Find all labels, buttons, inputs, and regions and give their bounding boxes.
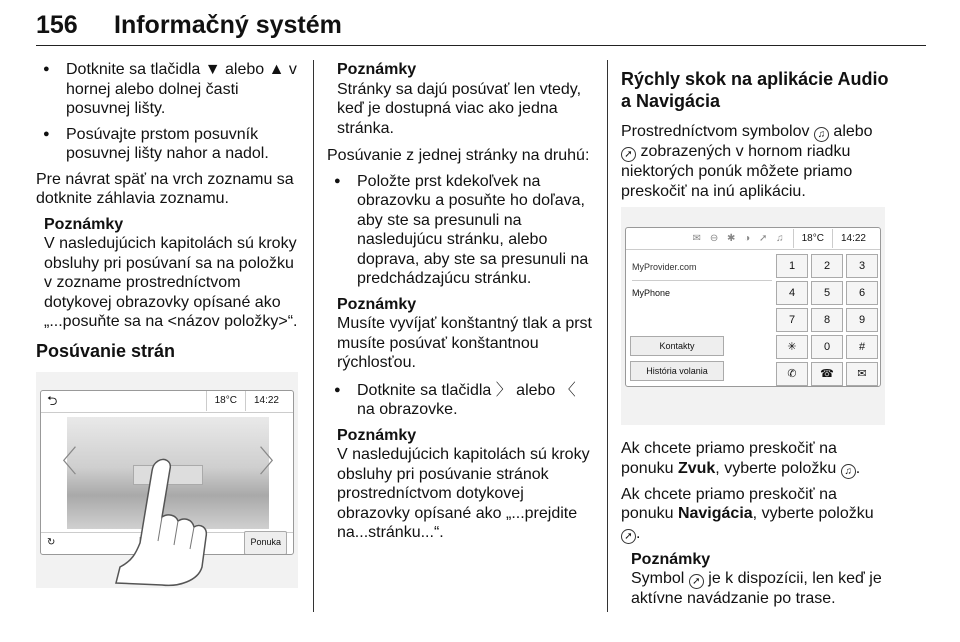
keypad-key: 7 bbox=[776, 308, 808, 332]
phone-screen-illustration bbox=[621, 207, 885, 425]
clock: 14:22 bbox=[832, 229, 874, 249]
keypad-key: 1 bbox=[776, 254, 808, 278]
menu-button: Ponuka bbox=[244, 531, 287, 554]
note bbox=[621, 550, 889, 609]
back-icon: ⮌ bbox=[47, 393, 58, 409]
screen-top-bar bbox=[41, 391, 293, 413]
page-scroll-illustration bbox=[36, 372, 298, 588]
note-text: Symbol ➚ je k dispozícii, len keď je aktívne navádzanie po trase. bbox=[631, 570, 882, 607]
keypad-key: 5 bbox=[811, 281, 843, 305]
paragraph: Posúvanie z jednej stránky na druhú: bbox=[327, 147, 590, 164]
keypad-key: 2 bbox=[811, 254, 843, 278]
note-heading: Poznámky bbox=[44, 215, 124, 233]
keypad-key: ✳ bbox=[776, 335, 808, 359]
chevron-right-icon: 〉 bbox=[259, 445, 289, 479]
note-text: Musíte vyvíjať konštantný tlak a prst musíte posúvať konštantnou rýchlosťou. bbox=[337, 315, 592, 371]
column-divider bbox=[607, 60, 608, 612]
status-icons: ✉ ⊖ ✱ ◑ ➚ ♫ bbox=[692, 232, 787, 244]
paragraph: Pre návrat späť na vrch zoznamu sa dotknite záhlavia zoznamu. bbox=[36, 170, 294, 207]
list-item: ● Posúvajte prstom posuvník posuvnej lišty nahor a nadol. bbox=[36, 125, 300, 164]
list-item: ● Dotknite sa tlačidla 〉 alebo 〈 na obrazovke. bbox=[327, 381, 595, 420]
page-header bbox=[36, 2, 926, 46]
hand-icon bbox=[106, 457, 226, 587]
call-history-button: História volania bbox=[630, 361, 724, 381]
compass-icon: ➚ bbox=[621, 529, 636, 544]
note-text: V nasledujúcich kapitolách sú kroky obsluhy pri posúvaní sa na položku v zozname prostredníctvom dotykovej obrazovky opísané ako „...posuňte sa na <názov položky>“. bbox=[44, 235, 298, 330]
keypad-key: 0 bbox=[811, 335, 843, 359]
provider-name: MyProvider.com bbox=[632, 256, 772, 281]
dial-keypad bbox=[776, 254, 878, 386]
chevron-left-icon: 〈 bbox=[47, 445, 77, 479]
contacts-button: Kontakty bbox=[630, 336, 724, 356]
keypad-key: 4 bbox=[776, 281, 808, 305]
note bbox=[327, 60, 595, 138]
compass-icon: ➚ bbox=[621, 147, 636, 162]
note-heading: Poznámky bbox=[337, 61, 417, 78]
screen-frame bbox=[625, 227, 881, 387]
clock: 14:22 bbox=[245, 391, 287, 411]
keypad-key: 6 bbox=[846, 281, 878, 305]
compass-icon: ➚ bbox=[689, 574, 704, 589]
page-title: Informačný systém bbox=[114, 11, 342, 39]
section-heading: Posúvanie strán bbox=[36, 340, 176, 361]
note bbox=[327, 295, 595, 373]
paragraph: Prostredníctvom symbolov ♫ alebo ➚ zobrazených v hornom riadku niektorých ponúk môžete priamo preskočiť na inú aplikáciu. bbox=[621, 123, 873, 200]
screen-top-bar bbox=[626, 228, 880, 250]
note-text: V nasledujúcich kapitolách sú kroky obsluhy pri posúvanie stránok prostredníctvom dotykovej obrazovky opísané ako „...prejdite na...stránku...“. bbox=[337, 446, 590, 541]
section-heading: Rýchly skok na aplikácie Audio a Navigácia bbox=[621, 69, 889, 111]
temperature: 18°C bbox=[206, 391, 245, 411]
column-2 bbox=[327, 60, 595, 551]
list-item: ● Položte prst kdekoľvek na obrazovku a posuňte ho doľava, aby ste sa presunuli na nasledujúcu stránku, alebo doprava, aby ste sa presunuli na predchádzajúcu stránku. bbox=[327, 172, 595, 289]
column-3 bbox=[621, 60, 889, 617]
keypad-key: # bbox=[846, 335, 878, 359]
note bbox=[327, 426, 595, 543]
phone-name: MyPhone bbox=[632, 287, 671, 298]
call-icon: ✆ bbox=[776, 362, 808, 386]
music-note-icon: ♫ bbox=[841, 464, 856, 479]
note-heading: Poznámky bbox=[337, 295, 417, 313]
music-note-icon: ♫ bbox=[814, 127, 829, 142]
note-heading: Poznámky bbox=[631, 550, 711, 568]
note bbox=[36, 215, 300, 332]
keypad-key: 3 bbox=[846, 254, 878, 278]
message-icon: ✉ bbox=[846, 362, 878, 386]
note-text: Stránky sa dajú posúvať len vtedy, keď je dostupná viac ako jedna stránka. bbox=[337, 80, 582, 137]
paragraph: Ak chcete priamo preskočiť na ponuku Navigácia, vyberte položku ➚ . bbox=[621, 485, 874, 542]
keypad-key: 8 bbox=[811, 308, 843, 332]
list-item: ● Dotknite sa tlačidla ▼ alebo ▲ v hornej alebo dolnej časti posuvnej lišty. bbox=[36, 60, 300, 119]
column-divider bbox=[313, 60, 314, 612]
note-heading: Poznámky bbox=[337, 426, 417, 444]
keypad-key: 9 bbox=[846, 308, 878, 332]
page-number: 156 bbox=[36, 11, 78, 39]
phone-info bbox=[632, 256, 772, 306]
column-1 bbox=[36, 60, 300, 588]
temperature: 18°C bbox=[793, 229, 832, 249]
paragraph: Ak chcete priamo preskočiť na ponuku Zvuk, vyberte položku ♫ . bbox=[621, 440, 861, 477]
repeat-icon: ↻ bbox=[47, 537, 56, 549]
hangup-icon: ☎ bbox=[811, 362, 843, 386]
